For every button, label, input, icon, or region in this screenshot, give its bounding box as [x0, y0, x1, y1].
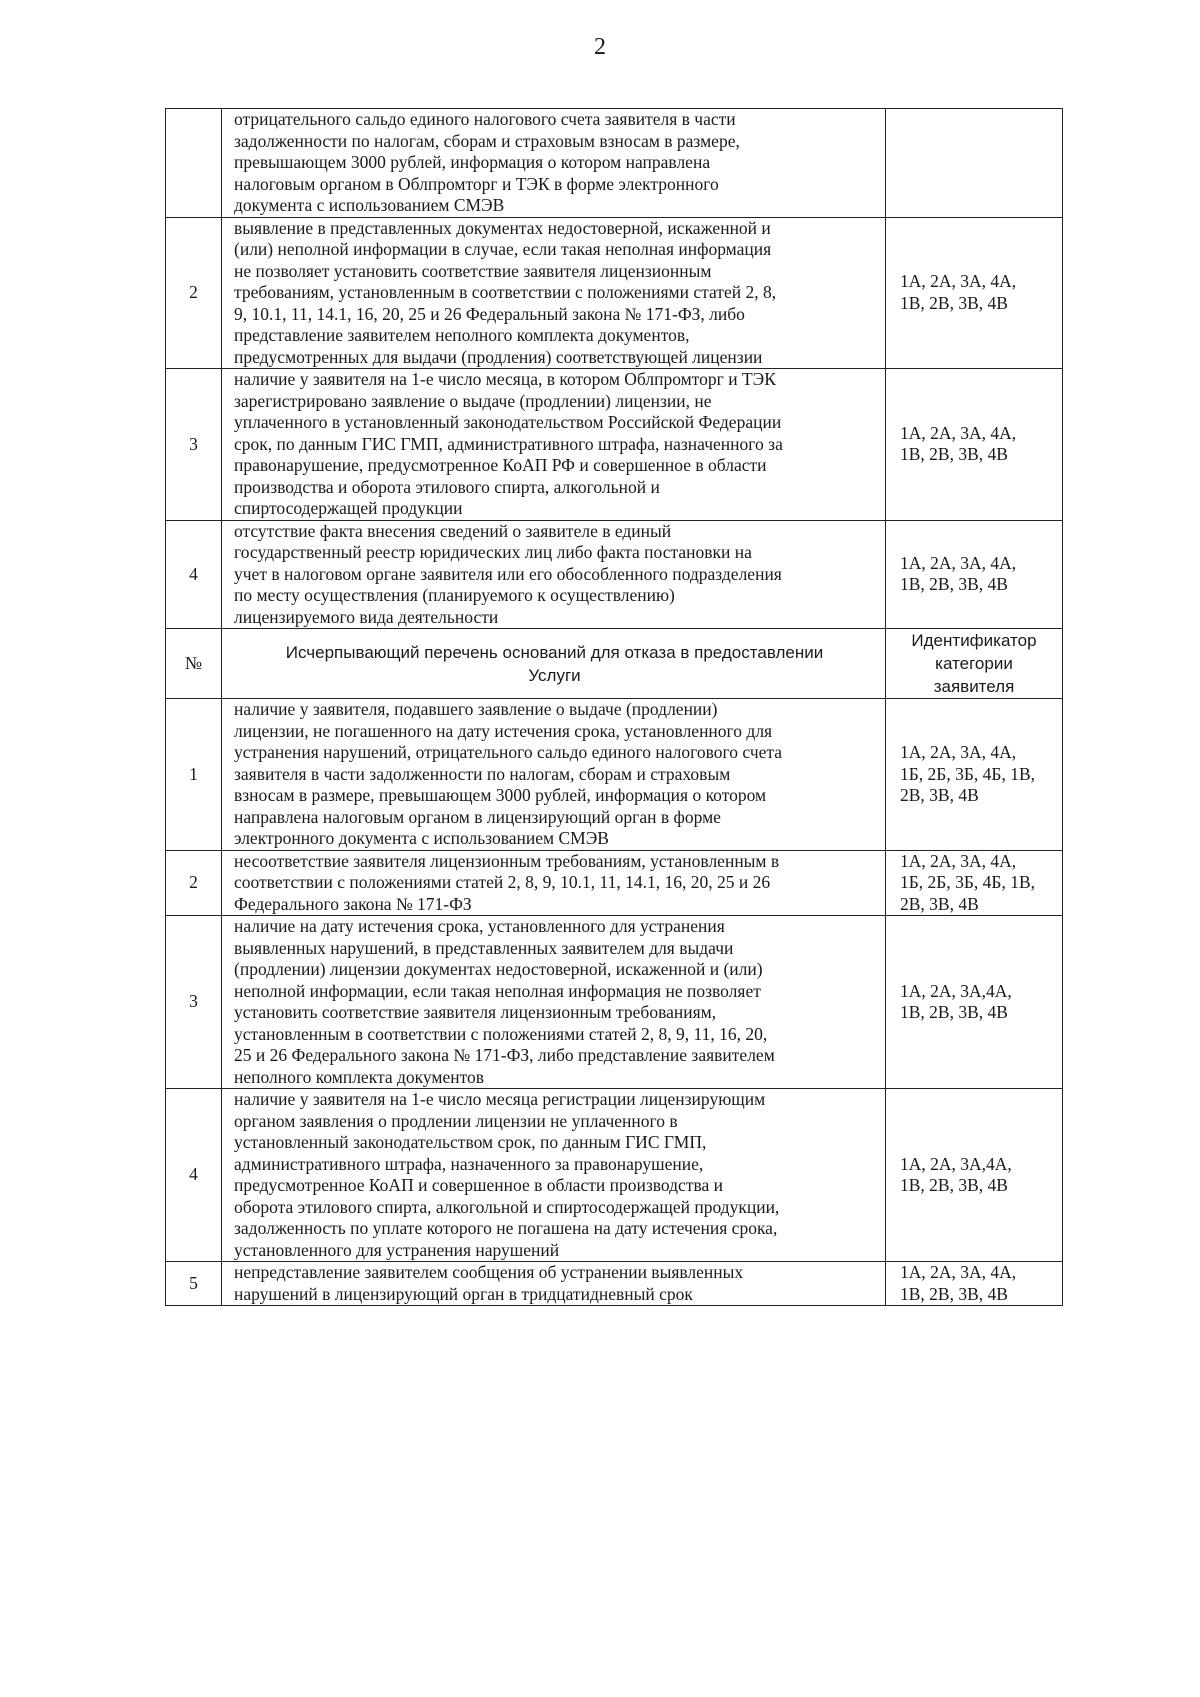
category-line: 1В, 2В, 3В, 4В	[900, 292, 1008, 313]
category-line: 1А, 2А, 3А,4А,	[900, 1153, 1012, 1174]
grounds-line: выявленных нарушений, в представленных заявителем для выдачи	[234, 937, 734, 958]
grounds-line: по месту осуществления (планируемого к осуществлению)	[234, 585, 675, 605]
grounds-line: административного штрафа, назначенного за правонарушение,	[234, 1153, 704, 1174]
table-row	[166, 850, 1063, 916]
row-categories	[886, 369, 1063, 521]
row-categories	[886, 109, 1063, 218]
row-number: 4	[166, 520, 222, 629]
grounds-line: учет в налоговом органе заявителя или его обособленного подразделения	[234, 563, 782, 584]
grounds-line: направлена налоговым органом в лицензирующий орган в форме	[234, 806, 721, 827]
grounds-line: наличие у заявителя, подавшего заявление о выдаче (продлении)	[234, 699, 718, 719]
row-categories	[886, 1089, 1063, 1262]
table-row	[166, 217, 1063, 369]
grounds-line: отсутствие факта внесения сведений о заявителе в единый	[234, 520, 672, 541]
category-line: 2В, 3В, 4В	[900, 785, 979, 805]
row-number: 3	[166, 369, 222, 521]
row-grounds-text	[222, 520, 886, 629]
grounds-line: наличие у заявителя на 1-е число месяца регистрации лицензирующим	[234, 1089, 766, 1109]
header-category-line: заявителя	[933, 677, 1015, 696]
grounds-line: несоответствие заявителя лицензионным требованиям, установленным в	[234, 850, 780, 871]
grounds-line: представление заявителем неполного комплекта документов,	[234, 325, 690, 345]
grounds-line: лицензируемого вида деятельности	[234, 606, 499, 627]
row-number	[166, 109, 222, 218]
category-line: 1В, 2В, 3В, 4В	[900, 444, 1008, 465]
header-grounds-line: Исчерпывающий перечень оснований для отказа в предоставлении	[285, 642, 824, 662]
header-grounds	[222, 629, 886, 699]
grounds-line: неполной информации, если такая неполная информация не позволяет	[234, 980, 761, 1001]
grounds-line: устранения нарушений, отрицательного сальдо единого налогового счета	[234, 742, 783, 762]
grounds-line: заявителя в части задолженности по налогам, сборам и страховым	[234, 763, 731, 784]
category-line: 1В, 2В, 3В, 4В	[900, 574, 1008, 595]
grounds-line: установить соответствие заявителя лицензионным требованиям,	[234, 1002, 717, 1022]
grounds-line: документа с использованием СМЭВ	[234, 195, 505, 215]
page-number: 2	[594, 34, 606, 60]
grounds-line: электронного документа с использованием СМЭВ	[234, 828, 609, 848]
row-grounds-text	[222, 916, 886, 1089]
category-line: 1А, 2А, 3А, 4А,	[900, 742, 1017, 762]
category-line: 1А, 2А, 3А, 4А,	[900, 1262, 1017, 1282]
grounds-line: лицензии, не погашенного на дату истечения срока, установленного для	[234, 720, 773, 741]
grounds-line: превышающем 3000 рублей, информация о котором направлена	[234, 152, 711, 172]
grounds-line: оборота этилового спирта, алкогольной и спиртосодержащей продукции,	[234, 1196, 780, 1217]
table-row	[166, 916, 1063, 1089]
table-row	[166, 1089, 1063, 1262]
grounds-line: правонарушение, предусмотренное КоАП РФ и совершенное в области	[234, 455, 767, 475]
row-number: 5	[166, 1262, 222, 1306]
table-body-bottom	[166, 699, 1063, 1306]
table-row	[166, 699, 1063, 851]
table-row	[166, 109, 1063, 218]
grounds-line: нарушений в лицензирующий орган в тридцатидневный срок	[234, 1283, 693, 1304]
header-grounds-line: Услуги	[528, 665, 581, 685]
category-line: 1В, 2В, 3В, 4В	[900, 1175, 1008, 1195]
table-body-top	[166, 109, 1063, 629]
grounds-line: предусмотренное КоАП и совершенное в области производства и	[234, 1175, 724, 1195]
category-line: 1А, 2А, 3А, 4А,	[900, 422, 1017, 443]
row-number: 2	[166, 850, 222, 916]
row-categories	[886, 850, 1063, 916]
grounds-line: (продлении) лицензии документах недостоверной, искаженной и (или)	[234, 959, 763, 979]
row-grounds-text	[222, 217, 886, 369]
grounds-line: Федерального закона № 171-ФЗ	[234, 893, 472, 914]
grounds-line: спиртосодержащей продукции	[234, 498, 463, 518]
row-grounds-text	[222, 109, 886, 218]
row-grounds-text	[222, 699, 886, 851]
grounds-line: неполного комплекта документов	[234, 1066, 485, 1087]
grounds-line: наличие на дату истечения срока, установленного для устранения	[234, 916, 725, 936]
category-line: 1А, 2А, 3А, 4А,	[900, 552, 1017, 573]
category-line: 2В, 3В, 4В	[900, 893, 979, 914]
grounds-line: зарегистрировано заявление о выдаче (продлении) лицензии, не	[234, 390, 712, 411]
row-number: 1	[166, 699, 222, 851]
row-grounds-text	[222, 369, 886, 521]
grounds-line: задолженность по уплате которого не погашена на дату истечения срока,	[234, 1218, 778, 1238]
header-number: №	[166, 629, 222, 699]
row-number: 2	[166, 217, 222, 369]
grounds-line: уплаченного в установленный законодательством Российской Федерации	[234, 412, 782, 432]
grounds-line: требованиям, установленным в соответствии с положениями статей 2, 8,	[234, 282, 777, 302]
row-categories	[886, 217, 1063, 369]
grounds-line: предусмотренных для выдачи (продления) соответствующей лицензии	[234, 346, 763, 367]
grounds-line: взносам в размере, превышающем 3000 рублей, информация о котором	[234, 785, 767, 805]
table-row	[166, 369, 1063, 521]
row-grounds-text	[222, 1089, 886, 1262]
table-row	[166, 520, 1063, 629]
grounds-line: отрицательного сальдо единого налогового счета заявителя в части	[234, 109, 736, 129]
row-grounds-text	[222, 1262, 886, 1306]
category-line: 1А, 2А, 3А, 4А,	[900, 850, 1017, 871]
grounds-line: не позволяет установить соответствие заявителя лицензионным	[234, 260, 712, 281]
grounds-line: срок, по данным ГИС ГМП, административного штрафа, назначенного за	[234, 433, 783, 454]
grounds-line: 25 и 26 Федерального закона № 171-ФЗ, либо представление заявителем	[234, 1045, 775, 1065]
header-category-line: категории	[935, 654, 1013, 673]
grounds-line: установленный законодательством срок, по данным ГИС ГМП,	[234, 1132, 707, 1152]
table-row	[166, 1262, 1063, 1306]
category-line: 1В, 2В, 3В, 4В	[900, 1283, 1008, 1304]
category-line: 1А, 2А, 3А,4А,	[900, 980, 1012, 1001]
header-category	[886, 629, 1063, 699]
grounds-line: органом заявления о продлении лицензии не уплаченного в	[234, 1110, 678, 1131]
row-categories	[886, 916, 1063, 1089]
grounds-line: 9, 10.1, 11, 14.1, 16, 20, 25 и 26 Федеральный закона № 171-ФЗ, либо	[234, 303, 745, 324]
grounds-line: соответствии с положениями статей 2, 8, 9, 10.1, 11, 14.1, 16, 20, 25 и 26	[234, 872, 771, 892]
category-line: 1В, 2В, 3В, 4В	[900, 1002, 1008, 1022]
grounds-table	[165, 108, 1063, 1306]
header-category-line: Идентификатор	[911, 631, 1037, 650]
row-grounds-text	[222, 850, 886, 916]
category-line: 1А, 2А, 3А, 4А,	[900, 271, 1017, 292]
grounds-line: (или) неполной информации в случае, если такая неполная информация	[234, 239, 772, 259]
grounds-line: установленным в соответствии с положениями статей 2, 8, 9, 11, 16, 20,	[234, 1023, 768, 1044]
row-categories	[886, 699, 1063, 851]
grounds-line: налоговым органом в Облпромторг и ТЭК в форме электронного	[234, 173, 719, 194]
grounds-line: задолженности по налогам, сборам и страховым взносам в размере,	[234, 130, 740, 151]
row-number: 3	[166, 916, 222, 1089]
category-line: 1Б, 2Б, 3Б, 4Б, 1В,	[900, 763, 1035, 784]
grounds-line: выявление в представленных документах недостоверной, искаженной и	[234, 217, 771, 238]
table-header	[166, 629, 1063, 699]
row-categories	[886, 1262, 1063, 1306]
grounds-line: непредставление заявителем сообщения об устранении выявленных	[234, 1262, 744, 1282]
category-line: 1Б, 2Б, 3Б, 4Б, 1В,	[900, 872, 1035, 892]
grounds-line: установленного для устранения нарушений	[234, 1239, 560, 1260]
grounds-line: наличие у заявителя на 1-е число месяца, в котором Облпромторг и ТЭК	[234, 369, 776, 389]
header-row	[166, 629, 1063, 699]
row-number: 4	[166, 1089, 222, 1262]
grounds-line: государственный реестр юридических лиц либо факта постановки на	[234, 542, 752, 562]
grounds-line: производства и оборота этилового спирта, алкогольной и	[234, 476, 660, 497]
row-categories	[886, 520, 1063, 629]
